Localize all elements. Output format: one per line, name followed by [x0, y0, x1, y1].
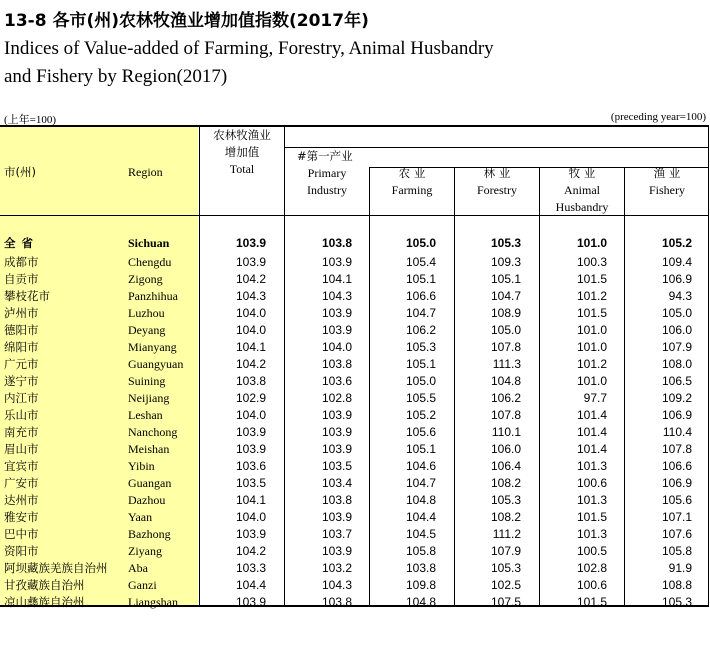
value-forestry: 104.8 — [490, 374, 521, 388]
value-farming: 106.6 — [405, 289, 436, 303]
value-primary: 103.9 — [321, 408, 352, 422]
region-name-en: Mianyang — [128, 340, 177, 354]
region-name-en: Deyang — [128, 323, 166, 337]
value-primary: 103.4 — [321, 476, 352, 490]
region-name-cn: 自贡市 — [4, 272, 39, 286]
value-total: 104.2 — [235, 272, 266, 286]
region-name-cn: 巴中市 — [4, 527, 39, 541]
value-primary: 103.9 — [321, 510, 352, 524]
value-fishery: 107.6 — [661, 527, 692, 541]
value-primary: 103.9 — [321, 306, 352, 320]
value-fishery: 105.3 — [661, 595, 692, 609]
table-row-total — [0, 235, 709, 252]
value-farming: 104.5 — [405, 527, 436, 541]
value-forestry: 106.2 — [490, 391, 521, 405]
region-name-cn: 凉山彝族自治州 — [4, 595, 85, 609]
header-region-en: Region — [128, 165, 163, 179]
value-forestry: 110.1 — [491, 425, 521, 439]
value-total: 103.9 — [235, 595, 266, 609]
page-title-en-line2: and Fishery by Region(2017) — [4, 66, 228, 87]
table-row — [0, 288, 709, 305]
page-title-cn: 13-8 各市(州)农林牧渔业增加值指数(2017年) — [4, 11, 369, 31]
region-name-en: Yibin — [128, 459, 155, 473]
table-row — [0, 577, 709, 594]
value-primary: 103.9 — [321, 323, 352, 337]
value-farming: 104.7 — [405, 306, 436, 320]
page-title-en-line1: Indices of Value-added of Farming, Forestry, Animal Husbandry — [4, 38, 494, 59]
table-row — [0, 390, 709, 407]
value-animal-husbandry: 101.3 — [576, 459, 607, 473]
value-animal-husbandry: 101.0 — [576, 323, 607, 337]
unit-note-cn: (上年=100) — [4, 114, 57, 126]
region-name-en: Ziyang — [128, 544, 162, 558]
region-name-en: Zigong — [128, 272, 163, 286]
value-forestry: 107.9 — [490, 544, 521, 558]
region-name-en: Suining — [128, 374, 166, 388]
value-total: 104.0 — [235, 510, 266, 524]
value-fishery: 105.0 — [661, 306, 692, 320]
table-row — [0, 305, 709, 322]
region-name-en: Bazhong — [128, 527, 171, 541]
value-animal-husbandry: 101.4 — [576, 442, 607, 456]
value-primary: 103.8 — [321, 493, 352, 507]
value-farming: 105.1 — [405, 357, 436, 371]
value-forestry: 105.0 — [490, 323, 521, 337]
header-forestry: 林 业 Forestry — [477, 166, 517, 197]
region-name-en: Chengdu — [128, 255, 172, 269]
value-forestry: 109.3 — [490, 255, 521, 269]
value-animal-husbandry: 100.5 — [576, 544, 607, 558]
value-fishery: 105.8 — [661, 544, 692, 558]
value-total: 103.3 — [235, 561, 266, 575]
value-primary: 103.9 — [321, 442, 352, 456]
value-primary: 103.9 — [321, 255, 352, 269]
value-forestry: 106.4 — [490, 459, 521, 473]
value-total: 104.4 — [235, 578, 266, 592]
value-farming: 104.6 — [405, 459, 436, 473]
region-name-en: Nanchong — [128, 425, 178, 439]
value-total: 104.0 — [235, 323, 266, 337]
value-forestry: 106.0 — [490, 442, 521, 456]
value-total: 104.2 — [235, 357, 266, 371]
value-fishery: 94.3 — [668, 289, 692, 303]
value-forestry: 105.1 — [490, 272, 521, 286]
region-name-en: Liangshan — [128, 595, 178, 609]
value-animal-husbandry: 101.5 — [576, 595, 607, 609]
table-row — [0, 560, 709, 577]
value-fishery: 106.6 — [661, 459, 692, 473]
value-total: 104.0 — [235, 306, 266, 320]
value-fishery: 109.4 — [661, 255, 692, 269]
value-total: 104.3 — [235, 289, 266, 303]
value-animal-husbandry: 101.5 — [576, 306, 607, 320]
value-forestry: 108.2 — [490, 476, 521, 490]
table-row — [0, 254, 709, 271]
value-farming: 105.2 — [405, 408, 436, 422]
region-name-cn: 内江市 — [4, 391, 39, 405]
value-farming: 103.8 — [405, 561, 436, 575]
value-fishery: 108.8 — [661, 578, 692, 592]
table-row — [0, 424, 709, 441]
value-farming: 105.3 — [405, 340, 436, 354]
region-name-cn: 泸州市 — [4, 306, 39, 320]
value-forestry: 105.3 — [490, 236, 521, 250]
region-name-en: Panzhihua — [128, 289, 178, 303]
value-farming: 105.1 — [405, 442, 436, 456]
region-name-cn: 阿坝藏族羌族自治州 — [4, 561, 108, 575]
value-total: 103.9 — [235, 425, 266, 439]
value-forestry: 102.5 — [490, 578, 521, 592]
value-forestry: 108.9 — [490, 306, 521, 320]
value-total: 104.0 — [235, 408, 266, 422]
region-name-cn: 雅安市 — [4, 510, 39, 524]
value-fishery: 109.2 — [661, 391, 692, 405]
region-name-en: Ganzi — [128, 578, 157, 592]
value-farming: 105.6 — [405, 425, 436, 439]
unit-note-en: (preceding year=100) — [610, 111, 706, 123]
value-animal-husbandry: 101.4 — [576, 425, 607, 439]
region-name-cn: 遂宁市 — [4, 374, 39, 388]
value-animal-husbandry: 101.3 — [576, 527, 607, 541]
value-total: 104.1 — [235, 340, 266, 354]
value-fishery: 106.9 — [661, 272, 692, 286]
value-animal-husbandry: 97.7 — [583, 391, 607, 405]
value-primary: 103.7 — [321, 527, 352, 541]
value-animal-husbandry: 100.6 — [576, 476, 607, 490]
value-primary: 103.8 — [321, 357, 352, 371]
header-farming: 农 业 Farming — [391, 166, 433, 197]
region-name-cn: 攀枝花市 — [4, 289, 50, 303]
value-farming: 105.4 — [405, 255, 436, 269]
value-animal-husbandry: 101.5 — [576, 510, 607, 524]
value-primary: 103.8 — [321, 236, 352, 250]
value-total: 103.5 — [235, 476, 266, 490]
value-forestry: 104.7 — [490, 289, 521, 303]
value-primary: 103.8 — [321, 595, 352, 609]
value-total: 103.6 — [235, 459, 266, 473]
value-primary: 104.3 — [321, 289, 352, 303]
value-fishery: 106.5 — [661, 374, 692, 388]
value-primary: 103.6 — [321, 374, 352, 388]
value-fishery: 91.9 — [668, 561, 692, 575]
value-fishery: 108.0 — [661, 357, 692, 371]
region-name-cn: 德阳市 — [4, 323, 39, 337]
region-name-en: Leshan — [128, 408, 163, 422]
value-farming: 109.8 — [405, 578, 436, 592]
table-row — [0, 475, 709, 492]
value-primary: 103.5 — [321, 459, 352, 473]
table-row — [0, 441, 709, 458]
value-fishery: 110.4 — [662, 425, 692, 439]
value-primary: 104.1 — [321, 272, 352, 286]
value-farming: 105.1 — [405, 272, 436, 286]
value-fishery: 106.0 — [661, 323, 692, 337]
table-row — [0, 458, 709, 475]
region-name-cn: 广元市 — [4, 357, 39, 371]
region-name-en: Neijiang — [128, 391, 170, 405]
region-name-cn: 乐山市 — [4, 408, 39, 422]
value-animal-husbandry: 101.3 — [576, 493, 607, 507]
value-forestry: 111.3 — [492, 357, 521, 371]
value-forestry: 105.3 — [490, 493, 521, 507]
value-total: 103.9 — [235, 442, 266, 456]
value-farming: 104.4 — [405, 510, 436, 524]
header-fishery: 渔 业 Fishery — [649, 166, 685, 197]
value-animal-husbandry: 100.6 — [576, 578, 607, 592]
region-name-cn: 达州市 — [4, 493, 39, 507]
value-total: 104.1 — [235, 493, 266, 507]
table-row — [0, 407, 709, 424]
region-name-en: Guangyuan — [128, 357, 184, 371]
value-fishery: 105.2 — [661, 236, 692, 250]
value-animal-husbandry: 101.0 — [576, 236, 607, 250]
table-row — [0, 543, 709, 560]
region-name-cn: 南充市 — [4, 425, 39, 439]
table-row — [0, 322, 709, 339]
header-animal-husbandry: 牧 业 Animal Husbandry — [555, 166, 609, 214]
header-city-cn: 市(州) — [4, 165, 36, 179]
value-forestry: 107.8 — [490, 340, 521, 354]
value-primary: 104.0 — [321, 340, 352, 354]
region-name-en: Guangan — [128, 476, 172, 490]
value-primary: 103.2 — [321, 561, 352, 575]
value-farming: 105.0 — [405, 236, 436, 250]
value-farming: 105.8 — [405, 544, 436, 558]
value-fishery: 107.1 — [661, 510, 692, 524]
region-name-cn: 宜宾市 — [4, 459, 39, 473]
region-name-cn: 全省 — [4, 236, 39, 250]
region-name-cn: 甘孜藏族自治州 — [4, 578, 85, 592]
value-total: 102.9 — [235, 391, 266, 405]
value-total: 103.9 — [235, 527, 266, 541]
table-row — [0, 271, 709, 288]
region-name-cn: 成都市 — [4, 255, 39, 269]
value-fishery: 107.8 — [661, 442, 692, 456]
value-farming: 105.5 — [405, 391, 436, 405]
table-row — [0, 509, 709, 526]
region-name-cn: 广安市 — [4, 476, 39, 490]
table-row — [0, 492, 709, 509]
value-total: 103.9 — [235, 236, 266, 250]
header-total: 农林牧渔业 增加值 Total — [213, 128, 271, 176]
value-primary: 102.8 — [321, 391, 352, 405]
value-animal-husbandry: 101.0 — [576, 340, 607, 354]
value-animal-husbandry: 101.5 — [576, 272, 607, 286]
value-total: 103.9 — [235, 255, 266, 269]
value-animal-husbandry: 101.2 — [576, 357, 607, 371]
value-primary: 103.9 — [321, 425, 352, 439]
value-animal-husbandry: 101.0 — [576, 374, 607, 388]
value-primary: 103.9 — [321, 544, 352, 558]
value-forestry: 107.5 — [490, 595, 521, 609]
region-name-cn: 资阳市 — [4, 544, 39, 558]
value-total: 103.8 — [235, 374, 266, 388]
region-name-cn: 绵阳市 — [4, 340, 39, 354]
value-forestry: 105.3 — [490, 561, 521, 575]
region-name-en: Yaan — [128, 510, 153, 524]
table-row — [0, 339, 709, 356]
region-name-cn: 眉山市 — [4, 442, 39, 456]
value-forestry: 108.2 — [490, 510, 521, 524]
value-farming: 106.2 — [405, 323, 436, 337]
value-animal-husbandry: 101.4 — [576, 408, 607, 422]
table-row — [0, 356, 709, 373]
value-forestry: 111.2 — [492, 527, 521, 541]
value-fishery: 106.9 — [661, 476, 692, 490]
value-animal-husbandry: 100.3 — [576, 255, 607, 269]
header-primary: #第一产业 Primary Industry — [297, 149, 353, 197]
table-row — [0, 594, 709, 611]
table-row — [0, 373, 709, 390]
region-name-en: Meishan — [128, 442, 170, 456]
value-animal-husbandry: 101.2 — [576, 289, 607, 303]
value-forestry: 107.8 — [490, 408, 521, 422]
value-animal-husbandry: 102.8 — [576, 561, 607, 575]
table-row — [0, 526, 709, 543]
value-total: 104.2 — [235, 544, 266, 558]
value-primary: 104.3 — [321, 578, 352, 592]
region-name-en: Aba — [128, 561, 148, 575]
value-fishery: 107.9 — [661, 340, 692, 354]
region-name-en: Sichuan — [128, 236, 170, 250]
table-bottom-rule — [0, 605, 709, 607]
value-fishery: 106.9 — [661, 408, 692, 422]
value-farming: 105.0 — [405, 374, 436, 388]
value-fishery: 105.6 — [661, 493, 692, 507]
value-farming: 104.8 — [405, 595, 436, 609]
value-farming: 104.8 — [405, 493, 436, 507]
value-farming: 104.7 — [405, 476, 436, 490]
region-name-en: Luzhou — [128, 306, 165, 320]
region-name-en: Dazhou — [128, 493, 166, 507]
